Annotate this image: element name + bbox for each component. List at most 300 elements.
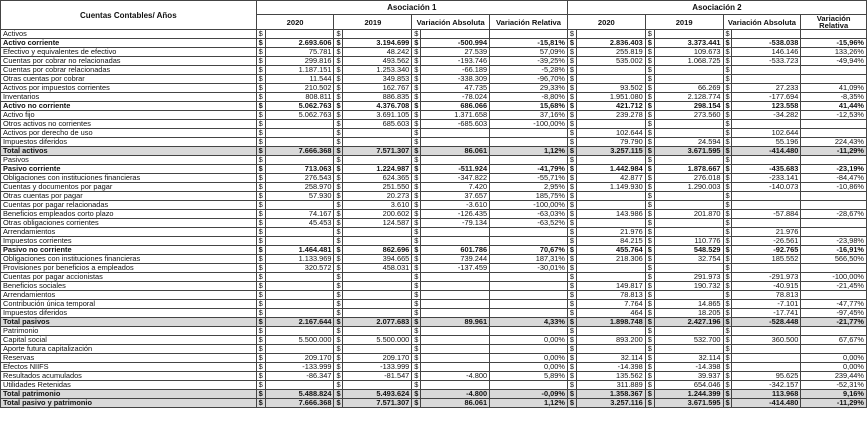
value-cell: 7.420 [421,183,490,192]
value-cell: -34.282 [732,111,801,120]
currency-symbol: $ [256,138,265,147]
value-cell [576,66,645,75]
value-cell [343,327,412,336]
value-cell [654,192,723,201]
relative-variation-cell [801,291,867,300]
currency-symbol: $ [334,381,343,390]
currency-symbol: $ [256,228,265,237]
value-cell: 548.529 [654,246,723,255]
currency-symbol: $ [567,318,576,327]
currency-symbol: $ [256,147,265,156]
relative-variation-cell: -63,03% [490,210,568,219]
value-cell [654,120,723,129]
table-row [1,345,867,354]
currency-symbol: $ [723,264,732,273]
currency-symbol: $ [723,255,732,264]
row-label: Provisiones por beneficios a empleados [1,264,257,273]
value-cell: 37.657 [421,192,490,201]
value-cell: 1.464.481 [265,246,334,255]
currency-symbol: $ [256,381,265,390]
currency-symbol: $ [334,309,343,318]
relative-variation-cell: 41,44% [801,102,867,111]
currency-symbol: $ [645,390,654,399]
currency-symbol: $ [412,210,421,219]
currency-symbol: $ [645,300,654,309]
currency-symbol: $ [567,138,576,147]
value-cell: 3.257.116 [576,399,645,408]
value-cell: 1.133.969 [265,255,334,264]
table-row [1,84,867,93]
value-cell: 862.696 [343,246,412,255]
col-header-2019-a1: 2019 [334,15,412,30]
value-cell: 89.961 [421,318,490,327]
currency-symbol: $ [256,327,265,336]
currency-symbol: $ [723,156,732,165]
value-cell: 886.835 [343,93,412,102]
currency-symbol: $ [256,66,265,75]
currency-symbol: $ [723,372,732,381]
relative-variation-cell [801,192,867,201]
row-label: Otros activos no corrientes [1,120,257,129]
value-cell [265,129,334,138]
value-cell: 2.077.683 [343,318,412,327]
currency-symbol: $ [645,336,654,345]
value-cell [343,300,412,309]
currency-symbol: $ [334,390,343,399]
value-cell [343,237,412,246]
value-cell: 123.558 [732,102,801,111]
currency-symbol: $ [567,201,576,210]
row-label: Efectos NIIFS [1,363,257,372]
currency-symbol: $ [645,309,654,318]
row-label: Obligaciones con instituciones financieras [1,255,257,264]
row-label: Aporte futura capitalización [1,345,257,354]
value-cell: -78.024 [421,93,490,102]
currency-symbol: $ [567,147,576,156]
currency-symbol: $ [412,39,421,48]
currency-symbol: $ [723,48,732,57]
currency-symbol: $ [256,84,265,93]
value-cell: 320.572 [265,264,334,273]
value-cell: -66.189 [421,66,490,75]
relative-variation-cell: -97,45% [801,309,867,318]
currency-symbol: $ [645,291,654,300]
value-cell: 535.002 [576,57,645,66]
value-cell: 48.242 [343,48,412,57]
currency-symbol: $ [412,381,421,390]
currency-symbol: $ [645,381,654,390]
relative-variation-cell: -55,71% [490,174,568,183]
value-cell: -338.309 [421,75,490,84]
currency-symbol: $ [334,210,343,219]
value-cell [343,291,412,300]
currency-symbol: $ [334,219,343,228]
currency-symbol: $ [412,318,421,327]
currency-symbol: $ [567,381,576,390]
currency-symbol: $ [334,399,343,408]
row-label: Arrendamientos [1,291,257,300]
value-cell: 135.562 [576,372,645,381]
currency-symbol: $ [334,246,343,255]
currency-symbol: $ [256,39,265,48]
currency-symbol: $ [256,237,265,246]
value-cell [265,138,334,147]
value-cell [576,201,645,210]
section-row [1,30,867,39]
currency-symbol: $ [412,336,421,345]
currency-symbol: $ [645,57,654,66]
total-row [1,399,867,408]
value-cell: 255.819 [576,48,645,57]
value-cell: 685.603 [343,120,412,129]
value-cell: 45.453 [265,219,334,228]
currency-symbol: $ [256,30,265,39]
value-cell [343,345,412,354]
currency-symbol: $ [334,75,343,84]
table-row [1,66,867,75]
currency-symbol: $ [567,102,576,111]
relative-variation-cell: -30,01% [490,264,568,273]
relative-variation-cell: -11,29% [801,147,867,156]
row-label: Reservas [1,354,257,363]
value-cell [576,156,645,165]
currency-symbol: $ [723,174,732,183]
value-cell: 2.128.774 [654,93,723,102]
relative-variation-cell [490,309,568,318]
value-cell [343,381,412,390]
currency-symbol: $ [412,264,421,273]
relative-variation-cell: -52,31% [801,381,867,390]
relative-variation-cell: 0,00% [801,354,867,363]
currency-symbol: $ [412,156,421,165]
value-cell: 739.244 [421,255,490,264]
value-cell: 1.358.367 [576,390,645,399]
currency-symbol: $ [645,318,654,327]
value-cell [732,201,801,210]
value-cell [654,156,723,165]
currency-symbol: $ [334,201,343,210]
col-header-var-abs-a2: Variación Absoluta [723,15,801,30]
relative-variation-cell [801,120,867,129]
relative-variation-cell: 0,00% [490,354,568,363]
relative-variation-cell: -8,80% [490,93,568,102]
value-cell: 239.278 [576,111,645,120]
value-cell: 210.502 [265,84,334,93]
relative-variation-cell: -28,67% [801,210,867,219]
relative-variation-cell: -15,96% [801,39,867,48]
currency-symbol: $ [645,111,654,120]
currency-symbol: $ [334,273,343,282]
currency-symbol: $ [334,48,343,57]
value-cell [265,282,334,291]
row-label: Total pasivos [1,318,257,327]
relative-variation-cell: 2,95% [490,183,568,192]
value-cell: 201.870 [654,210,723,219]
value-cell: 3.691.105 [343,111,412,120]
value-cell [654,75,723,84]
relative-variation-cell: 1,12% [490,147,568,156]
currency-symbol: $ [412,102,421,111]
value-cell: 5.500.000 [265,336,334,345]
value-cell: 5.062.763 [265,102,334,111]
currency-symbol: $ [256,120,265,129]
row-label: Cuentas y documentos por pagar [1,183,257,192]
value-cell: 1.898.748 [576,318,645,327]
currency-symbol: $ [412,48,421,57]
currency-symbol: $ [723,345,732,354]
currency-symbol: $ [723,336,732,345]
currency-symbol: $ [256,48,265,57]
row-label: Activo fijo [1,111,257,120]
currency-symbol: $ [567,228,576,237]
value-cell [654,30,723,39]
value-cell [576,219,645,228]
currency-symbol: $ [256,102,265,111]
currency-symbol: $ [723,147,732,156]
value-cell: 21.976 [732,228,801,237]
currency-symbol: $ [256,156,265,165]
currency-symbol: $ [645,219,654,228]
currency-symbol: $ [723,381,732,390]
currency-symbol: $ [645,237,654,246]
currency-symbol: $ [412,246,421,255]
currency-symbol: $ [256,75,265,84]
value-cell: 200.602 [343,210,412,219]
value-cell: -511.924 [421,165,490,174]
currency-symbol: $ [334,30,343,39]
value-cell: 686.066 [421,102,490,111]
currency-symbol: $ [256,129,265,138]
currency-symbol: $ [412,300,421,309]
relative-variation-cell [490,129,568,138]
group-header-asociacion-2: Asociación 2 [567,1,866,15]
value-cell: -137.459 [421,264,490,273]
value-cell: -414.480 [732,399,801,408]
currency-symbol: $ [723,66,732,75]
row-label: Cuentas por pagar relacionadas [1,201,257,210]
currency-symbol: $ [723,399,732,408]
relative-variation-cell: 0,00% [490,336,568,345]
currency-symbol: $ [567,129,576,138]
currency-symbol: $ [256,336,265,345]
value-cell [265,381,334,390]
value-cell: 654.046 [654,381,723,390]
value-cell: 7.666.368 [265,399,334,408]
currency-symbol: $ [334,183,343,192]
relative-variation-cell: -8,35% [801,93,867,102]
currency-symbol: $ [256,354,265,363]
currency-symbol: $ [645,228,654,237]
currency-symbol: $ [645,165,654,174]
relative-variation-cell: 4,33% [490,318,568,327]
value-cell: -86.347 [265,372,334,381]
table-body [1,30,867,408]
table-row [1,219,867,228]
row-label: Cuentas por pagar accionistas [1,273,257,282]
row-label: Pasivo no corriente [1,246,257,255]
value-cell [421,30,490,39]
row-label: Activo no corriente [1,102,257,111]
relative-variation-cell: -41,79% [490,165,568,174]
value-cell: 27.233 [732,84,801,93]
value-cell: 624.365 [343,174,412,183]
currency-symbol: $ [723,219,732,228]
currency-symbol: $ [412,354,421,363]
value-cell: 1.951.080 [576,93,645,102]
value-cell: 1.371.658 [421,111,490,120]
currency-symbol: $ [567,39,576,48]
relative-variation-cell: -11,29% [801,399,867,408]
value-cell: 394.665 [343,255,412,264]
currency-symbol: $ [567,93,576,102]
currency-symbol: $ [412,363,421,372]
value-cell [421,129,490,138]
currency-symbol: $ [645,201,654,210]
currency-symbol: $ [412,75,421,84]
currency-symbol: $ [412,228,421,237]
currency-symbol: $ [723,228,732,237]
relative-variation-cell: -0,09% [490,390,568,399]
currency-symbol: $ [412,192,421,201]
value-cell: 7.571.307 [343,147,412,156]
section-row [1,156,867,165]
currency-symbol: $ [567,57,576,66]
value-cell [421,300,490,309]
value-cell: 1.187.151 [265,66,334,75]
value-cell [343,156,412,165]
currency-symbol: $ [567,390,576,399]
currency-symbol: $ [412,201,421,210]
currency-symbol: $ [334,93,343,102]
value-cell [654,327,723,336]
currency-symbol: $ [723,237,732,246]
currency-symbol: $ [723,57,732,66]
currency-symbol: $ [256,210,265,219]
value-cell: 42.877 [576,174,645,183]
value-cell [265,237,334,246]
currency-symbol: $ [723,300,732,309]
value-cell: -133.999 [343,363,412,372]
currency-symbol: $ [723,273,732,282]
relative-variation-cell [490,138,568,147]
currency-symbol: $ [645,192,654,201]
row-label: Resultados acumulados [1,372,257,381]
value-cell: 258.970 [265,183,334,192]
currency-symbol: $ [334,174,343,183]
value-cell [421,309,490,318]
value-cell: 299.816 [265,57,334,66]
value-cell: 2.167.644 [265,318,334,327]
value-cell [654,129,723,138]
currency-symbol: $ [256,291,265,300]
currency-symbol: $ [645,120,654,129]
table-row [1,57,867,66]
currency-symbol: $ [412,138,421,147]
value-cell: 455.764 [576,246,645,255]
currency-symbol: $ [412,120,421,129]
relative-variation-cell: -21,45% [801,282,867,291]
value-cell [732,327,801,336]
value-cell: 349.853 [343,75,412,84]
relative-variation-cell: -100,00% [801,273,867,282]
table-row [1,363,867,372]
currency-symbol: $ [645,75,654,84]
row-label: Utilidades Retenidas [1,381,257,390]
currency-symbol: $ [412,30,421,39]
relative-variation-cell: 70,67% [490,246,568,255]
value-cell: 5.500.000 [343,336,412,345]
relative-variation-cell [490,237,568,246]
table-row [1,300,867,309]
currency-symbol: $ [723,327,732,336]
value-cell [343,273,412,282]
value-cell: -528.448 [732,318,801,327]
table-row [1,210,867,219]
currency-symbol: $ [256,183,265,192]
currency-symbol: $ [412,345,421,354]
value-cell: 464 [576,309,645,318]
relative-variation-cell: 566,50% [801,255,867,264]
currency-symbol: $ [645,138,654,147]
relative-variation-cell: 37,16% [490,111,568,120]
value-cell: -79.134 [421,219,490,228]
total-row [1,318,867,327]
relative-variation-cell: 5,89% [490,372,568,381]
col-header-2020-a1: 2020 [256,15,334,30]
relative-variation-cell [490,30,568,39]
value-cell: -500.994 [421,39,490,48]
currency-symbol: $ [412,129,421,138]
value-cell [421,237,490,246]
relative-variation-cell: 29,33% [490,84,568,93]
value-cell: 102.644 [732,129,801,138]
value-cell: 84.215 [576,237,645,246]
value-cell [421,156,490,165]
currency-symbol: $ [645,363,654,372]
table-row [1,192,867,201]
value-cell: 808.811 [265,93,334,102]
currency-symbol: $ [412,219,421,228]
currency-symbol: $ [645,345,654,354]
currency-symbol: $ [412,399,421,408]
relative-variation-cell: -12,53% [801,111,867,120]
value-cell [421,345,490,354]
currency-symbol: $ [334,138,343,147]
currency-symbol: $ [567,363,576,372]
currency-symbol: $ [645,264,654,273]
value-cell [265,327,334,336]
row-label: Arrendamientos [1,228,257,237]
relative-variation-cell: -100,00% [490,120,568,129]
section-row [1,327,867,336]
currency-symbol: $ [334,363,343,372]
relative-variation-cell [801,264,867,273]
currency-symbol: $ [412,84,421,93]
relative-variation-cell: -10,86% [801,183,867,192]
value-cell [576,30,645,39]
value-cell [421,363,490,372]
currency-symbol: $ [334,336,343,345]
relative-variation-cell: 57,09% [490,48,568,57]
currency-symbol: $ [334,327,343,336]
currency-symbol: $ [645,48,654,57]
value-cell: 1.290.003 [654,183,723,192]
value-cell: -4.800 [421,372,490,381]
value-cell: 291.973 [654,273,723,282]
value-cell [343,282,412,291]
row-label: Efectivo y equivalentes de efectivo [1,48,257,57]
value-cell: -14.398 [576,363,645,372]
